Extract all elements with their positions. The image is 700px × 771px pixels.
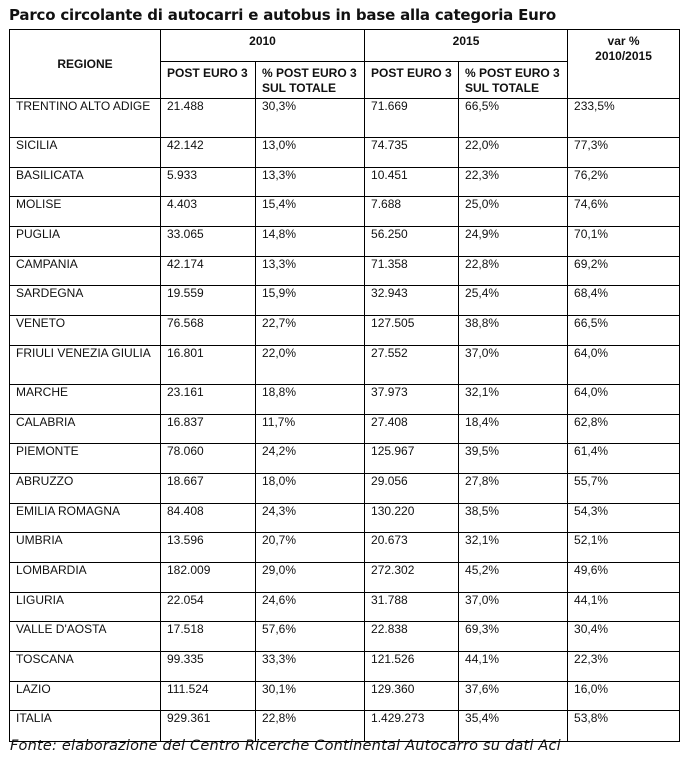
cell-post-euro-2010: 99.335 bbox=[161, 652, 256, 682]
cell-pct-2010: 15,4% bbox=[256, 197, 365, 227]
cell-post-euro-2010: 182.009 bbox=[161, 562, 256, 592]
table-row bbox=[10, 652, 680, 682]
cell-region: TRENTINO ALTO ADIGE bbox=[10, 99, 161, 138]
cell-pct-2010: 57,6% bbox=[256, 622, 365, 652]
cell-post-euro-2015: 56.250 bbox=[365, 227, 459, 257]
cell-variation: 61,4% bbox=[568, 444, 680, 474]
cell-post-euro-2010: 78.060 bbox=[161, 444, 256, 474]
cell-pct-2015: 66,5% bbox=[459, 99, 568, 138]
table-row bbox=[10, 167, 680, 197]
total-cell-pct-2010: 22,8% bbox=[256, 711, 365, 742]
table-row bbox=[10, 138, 680, 168]
cell-post-euro-2010: 76.568 bbox=[161, 316, 256, 346]
cell-variation: 70,1% bbox=[568, 227, 680, 257]
table-row bbox=[10, 316, 680, 346]
cell-pct-2010: 20,7% bbox=[256, 533, 365, 563]
cell-variation: 64,0% bbox=[568, 345, 680, 384]
table-row bbox=[10, 622, 680, 652]
cell-post-euro-2015: 27.552 bbox=[365, 345, 459, 384]
cell-variation: 74,6% bbox=[568, 197, 680, 227]
cell-post-euro-2010: 13.596 bbox=[161, 533, 256, 563]
data-table bbox=[9, 29, 680, 742]
table-row bbox=[10, 533, 680, 563]
cell-pct-2010: 11,7% bbox=[256, 414, 365, 444]
cell-region: PUGLIA bbox=[10, 227, 161, 257]
cell-variation: 62,8% bbox=[568, 414, 680, 444]
cell-post-euro-2010: 18.667 bbox=[161, 473, 256, 503]
cell-pct-2010: 30,3% bbox=[256, 99, 365, 138]
cell-region: BASILICATA bbox=[10, 167, 161, 197]
cell-region: UMBRIA bbox=[10, 533, 161, 563]
cell-post-euro-2015: 125.967 bbox=[365, 444, 459, 474]
table-row bbox=[10, 286, 680, 316]
cell-region: CAMPANIA bbox=[10, 256, 161, 286]
cell-variation: 64,0% bbox=[568, 384, 680, 414]
table-row bbox=[10, 414, 680, 444]
total-cell-post-euro-2010: 929.361 bbox=[161, 711, 256, 742]
table-row bbox=[10, 562, 680, 592]
cell-pct-2015: 22,8% bbox=[459, 256, 568, 286]
cell-pct-2015: 39,5% bbox=[459, 444, 568, 474]
header-post-euro-2010: POST EURO 3 bbox=[161, 62, 256, 99]
table-row bbox=[10, 345, 680, 384]
cell-pct-2010: 22,0% bbox=[256, 345, 365, 384]
cell-post-euro-2010: 22.054 bbox=[161, 592, 256, 622]
cell-pct-2015: 22,0% bbox=[459, 138, 568, 168]
cell-pct-2015: 25,4% bbox=[459, 286, 568, 316]
cell-pct-2010: 13,3% bbox=[256, 256, 365, 286]
cell-region: LAZIO bbox=[10, 681, 161, 711]
cell-pct-2015: 18,4% bbox=[459, 414, 568, 444]
cell-post-euro-2010: 16.801 bbox=[161, 345, 256, 384]
cell-post-euro-2015: 74.735 bbox=[365, 138, 459, 168]
cell-pct-2015: 69,3% bbox=[459, 622, 568, 652]
table-title: Parco circolante di autocarri e autobus in base alla categoria Euro bbox=[9, 6, 556, 24]
cell-pct-2010: 18,0% bbox=[256, 473, 365, 503]
cell-variation: 233,5% bbox=[568, 99, 680, 138]
cell-region: CALABRIA bbox=[10, 414, 161, 444]
cell-region: PIEMONTE bbox=[10, 444, 161, 474]
cell-pct-2010: 33,3% bbox=[256, 652, 365, 682]
cell-pct-2010: 24,3% bbox=[256, 503, 365, 533]
cell-post-euro-2010: 17.518 bbox=[161, 622, 256, 652]
cell-post-euro-2010: 42.174 bbox=[161, 256, 256, 286]
cell-region: LIGURIA bbox=[10, 592, 161, 622]
cell-pct-2015: 37,0% bbox=[459, 345, 568, 384]
cell-pct-2015: 37,0% bbox=[459, 592, 568, 622]
header-year-2010: 2010 bbox=[161, 30, 365, 62]
cell-pct-2015: 25,0% bbox=[459, 197, 568, 227]
cell-region: LOMBARDIA bbox=[10, 562, 161, 592]
cell-variation: 16,0% bbox=[568, 681, 680, 711]
cell-post-euro-2010: 21.488 bbox=[161, 99, 256, 138]
cell-variation: 22,3% bbox=[568, 652, 680, 682]
header-year-2015: 2015 bbox=[365, 30, 568, 62]
cell-variation: 76,2% bbox=[568, 167, 680, 197]
table-row bbox=[10, 99, 680, 138]
cell-post-euro-2015: 22.838 bbox=[365, 622, 459, 652]
table-row bbox=[10, 197, 680, 227]
table-row bbox=[10, 384, 680, 414]
cell-post-euro-2015: 71.358 bbox=[365, 256, 459, 286]
cell-post-euro-2015: 127.505 bbox=[365, 316, 459, 346]
cell-pct-2010: 29,0% bbox=[256, 562, 365, 592]
cell-region: FRIULI VENEZIA GIULIA bbox=[10, 345, 161, 384]
cell-pct-2010: 24,2% bbox=[256, 444, 365, 474]
cell-post-euro-2010: 16.837 bbox=[161, 414, 256, 444]
cell-variation: 66,5% bbox=[568, 316, 680, 346]
total-cell-variation: 53,8% bbox=[568, 711, 680, 742]
cell-region: SICILIA bbox=[10, 138, 161, 168]
cell-variation: 30,4% bbox=[568, 622, 680, 652]
cell-pct-2010: 13,3% bbox=[256, 167, 365, 197]
total-cell-region: ITALIA bbox=[10, 711, 161, 742]
header-pct-post-euro-2010: % POST EURO 3 SUL TOTALE bbox=[256, 62, 365, 99]
cell-post-euro-2010: 42.142 bbox=[161, 138, 256, 168]
cell-variation: 68,4% bbox=[568, 286, 680, 316]
cell-variation: 77,3% bbox=[568, 138, 680, 168]
cell-post-euro-2010: 23.161 bbox=[161, 384, 256, 414]
cell-region: VALLE D'AOSTA bbox=[10, 622, 161, 652]
cell-region: MOLISE bbox=[10, 197, 161, 227]
cell-pct-2015: 32,1% bbox=[459, 384, 568, 414]
cell-region: EMILIA ROMAGNA bbox=[10, 503, 161, 533]
cell-region: SARDEGNA bbox=[10, 286, 161, 316]
cell-pct-2015: 27,8% bbox=[459, 473, 568, 503]
cell-post-euro-2010: 19.559 bbox=[161, 286, 256, 316]
cell-post-euro-2015: 129.360 bbox=[365, 681, 459, 711]
cell-variation: 52,1% bbox=[568, 533, 680, 563]
cell-pct-2015: 45,2% bbox=[459, 562, 568, 592]
table-row bbox=[10, 473, 680, 503]
cell-pct-2010: 18,8% bbox=[256, 384, 365, 414]
cell-post-euro-2015: 32.943 bbox=[365, 286, 459, 316]
total-cell-pct-2015: 35,4% bbox=[459, 711, 568, 742]
cell-pct-2010: 22,7% bbox=[256, 316, 365, 346]
cell-pct-2015: 38,8% bbox=[459, 316, 568, 346]
header-variation-line2: 2010/2015 bbox=[595, 49, 652, 63]
cell-post-euro-2010: 33.065 bbox=[161, 227, 256, 257]
cell-variation: 69,2% bbox=[568, 256, 680, 286]
header-region: REGIONE bbox=[10, 30, 161, 99]
cell-post-euro-2015: 20.673 bbox=[365, 533, 459, 563]
cell-region: TOSCANA bbox=[10, 652, 161, 682]
cell-variation: 49,6% bbox=[568, 562, 680, 592]
cell-pct-2015: 37,6% bbox=[459, 681, 568, 711]
header-variation bbox=[568, 30, 680, 99]
cell-post-euro-2015: 7.688 bbox=[365, 197, 459, 227]
cell-pct-2015: 44,1% bbox=[459, 652, 568, 682]
cell-post-euro-2015: 130.220 bbox=[365, 503, 459, 533]
cell-pct-2010: 14,8% bbox=[256, 227, 365, 257]
table-row bbox=[10, 256, 680, 286]
cell-variation: 54,3% bbox=[568, 503, 680, 533]
cell-post-euro-2010: 4.403 bbox=[161, 197, 256, 227]
cell-post-euro-2010: 5.933 bbox=[161, 167, 256, 197]
cell-post-euro-2015: 27.408 bbox=[365, 414, 459, 444]
cell-pct-2010: 30,1% bbox=[256, 681, 365, 711]
cell-variation: 44,1% bbox=[568, 592, 680, 622]
cell-pct-2010: 15,9% bbox=[256, 286, 365, 316]
cell-pct-2015: 38,5% bbox=[459, 503, 568, 533]
cell-post-euro-2015: 29.056 bbox=[365, 473, 459, 503]
cell-post-euro-2015: 71.669 bbox=[365, 99, 459, 138]
cell-post-euro-2015: 31.788 bbox=[365, 592, 459, 622]
table-row bbox=[10, 592, 680, 622]
cell-pct-2015: 32,1% bbox=[459, 533, 568, 563]
cell-post-euro-2015: 10.451 bbox=[365, 167, 459, 197]
cell-region: ABRUZZO bbox=[10, 473, 161, 503]
cell-region: VENETO bbox=[10, 316, 161, 346]
cell-post-euro-2010: 84.408 bbox=[161, 503, 256, 533]
total-cell-post-euro-2015: 1.429.273 bbox=[365, 711, 459, 742]
cell-post-euro-2015: 37.973 bbox=[365, 384, 459, 414]
cell-pct-2015: 24,9% bbox=[459, 227, 568, 257]
table-row bbox=[10, 444, 680, 474]
table-row bbox=[10, 503, 680, 533]
header-post-euro-2015: POST EURO 3 bbox=[365, 62, 459, 99]
cell-pct-2015: 22,3% bbox=[459, 167, 568, 197]
cell-post-euro-2015: 121.526 bbox=[365, 652, 459, 682]
cell-post-euro-2015: 272.302 bbox=[365, 562, 459, 592]
source-note: Fonte: elaborazione del Centro Ricerche Continental Autocarro su dati Aci bbox=[10, 738, 561, 754]
cell-pct-2010: 24,6% bbox=[256, 592, 365, 622]
cell-pct-2010: 13,0% bbox=[256, 138, 365, 168]
header-variation-line1: var % bbox=[607, 34, 640, 48]
header-pct-post-euro-2015: % POST EURO 3 SUL TOTALE bbox=[459, 62, 568, 99]
cell-region: MARCHE bbox=[10, 384, 161, 414]
cell-post-euro-2010: 111.524 bbox=[161, 681, 256, 711]
table-row bbox=[10, 227, 680, 257]
table-row bbox=[10, 681, 680, 711]
cell-variation: 55,7% bbox=[568, 473, 680, 503]
